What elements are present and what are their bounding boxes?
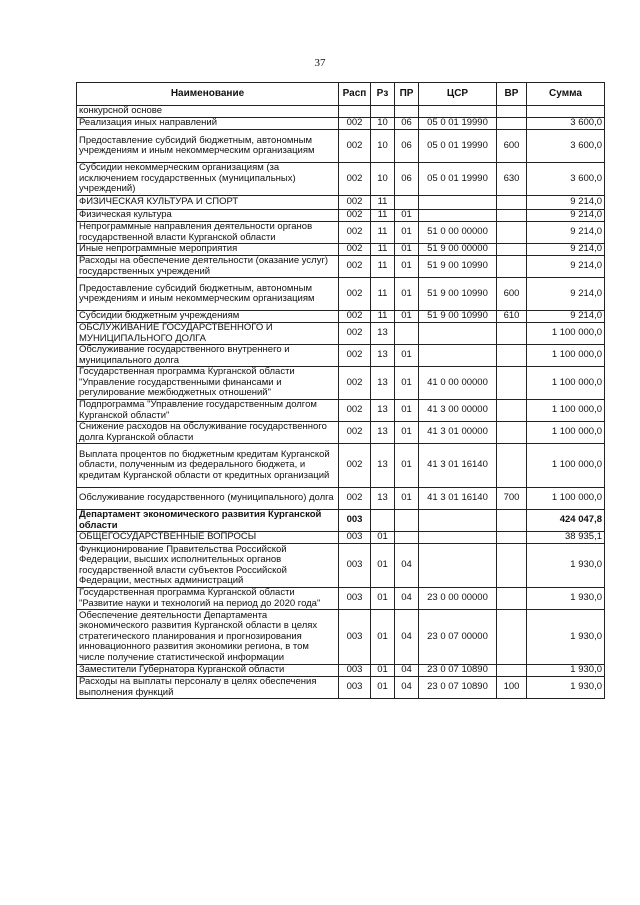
- table-row: [77, 196, 605, 210]
- table-row: [77, 106, 605, 118]
- cell-name: Обеспечение деятельности Департамента экономического развития Курганской области в целях стратегического планирования и прогнозирования инновационного развития экономики региона, в том числе получение статистической информации: [77, 610, 339, 665]
- table-row: [77, 510, 605, 532]
- cell-name: Расходы на обеспечение деятельности (оказание услуг) государственных учреждений: [77, 256, 339, 278]
- table-row: [77, 163, 605, 196]
- cell-vr: [497, 256, 527, 278]
- cell-rasp: 003: [339, 532, 371, 544]
- cell-rz: 10: [371, 130, 395, 163]
- cell-pr: 01: [395, 311, 419, 323]
- cell-csr: [419, 510, 497, 532]
- table-body: [77, 106, 605, 699]
- table-row: [77, 278, 605, 311]
- cell-sum: 3 600,0: [527, 130, 605, 163]
- cell-rz: 13: [371, 345, 395, 367]
- cell-csr: [419, 345, 497, 367]
- cell-rz: 13: [371, 323, 395, 345]
- cell-rasp: 003: [339, 677, 371, 699]
- cell-pr: 04: [395, 544, 419, 588]
- cell-sum: 9 214,0: [527, 244, 605, 256]
- cell-pr: [395, 196, 419, 210]
- cell-rz: 01: [371, 532, 395, 544]
- cell-name: Снижение расходов на обслуживание государственного долга Курганской области: [77, 422, 339, 444]
- cell-vr: [497, 422, 527, 444]
- table-row: [77, 323, 605, 345]
- table-row: [77, 311, 605, 323]
- cell-csr: [419, 323, 497, 345]
- cell-name: Заместители Губернатора Курганской области: [77, 665, 339, 677]
- cell-pr: 01: [395, 444, 419, 488]
- header-rasp: Расп: [339, 83, 371, 106]
- cell-csr: 41 3 00 00000: [419, 400, 497, 422]
- cell-vr: [497, 588, 527, 610]
- cell-rz: 11: [371, 196, 395, 210]
- cell-sum: 9 214,0: [527, 256, 605, 278]
- cell-csr: 51 9 00 10990: [419, 311, 497, 323]
- cell-name: Подпрограмма "Управление государственным долгом Курганской области": [77, 400, 339, 422]
- cell-vr: [497, 210, 527, 222]
- cell-rasp: 002: [339, 323, 371, 345]
- cell-csr: 51 9 00 00000: [419, 244, 497, 256]
- cell-rasp: 002: [339, 311, 371, 323]
- table-row: [77, 532, 605, 544]
- cell-name: Функционирование Правительства Российской Федерации, высших исполнительных органов государственной власти субъектов Российской Федерации, местных администраций: [77, 544, 339, 588]
- cell-name: Предоставление субсидий бюджетным, автономным учреждениям и иным некоммерческим организациям: [77, 130, 339, 163]
- cell-rasp: 002: [339, 244, 371, 256]
- cell-rz: 01: [371, 677, 395, 699]
- header-sum: Сумма: [527, 83, 605, 106]
- cell-sum: 1 100 000,0: [527, 400, 605, 422]
- cell-rz: 11: [371, 244, 395, 256]
- cell-vr: [497, 444, 527, 488]
- header-name: Наименование: [77, 83, 339, 106]
- cell-vr: [497, 367, 527, 400]
- cell-pr: 01: [395, 244, 419, 256]
- cell-csr: 23 0 07 10890: [419, 677, 497, 699]
- cell-rasp: 002: [339, 196, 371, 210]
- table-row: [77, 422, 605, 444]
- cell-rz: 11: [371, 222, 395, 244]
- cell-rasp: 002: [339, 367, 371, 400]
- cell-csr: 41 3 01 00000: [419, 422, 497, 444]
- header-pr: ПР: [395, 83, 419, 106]
- cell-rasp: 003: [339, 510, 371, 532]
- cell-name: Реализация иных направлений: [77, 118, 339, 130]
- cell-rz: 13: [371, 400, 395, 422]
- cell-rz: [371, 106, 395, 118]
- cell-rasp: 002: [339, 278, 371, 311]
- table-row: [77, 367, 605, 400]
- cell-rasp: [339, 106, 371, 118]
- cell-vr: [497, 222, 527, 244]
- table-row: [77, 345, 605, 367]
- cell-rasp: 002: [339, 400, 371, 422]
- cell-name: Департамент экономического развития Курганской области: [77, 510, 339, 532]
- table-row: [77, 544, 605, 588]
- cell-vr: 600: [497, 278, 527, 311]
- cell-rz: 11: [371, 256, 395, 278]
- cell-sum: 1 100 000,0: [527, 444, 605, 488]
- cell-sum: 1 930,0: [527, 588, 605, 610]
- cell-rz: 01: [371, 610, 395, 665]
- cell-name: Иные непрограммные мероприятия: [77, 244, 339, 256]
- cell-rasp: 003: [339, 610, 371, 665]
- cell-vr: 600: [497, 130, 527, 163]
- cell-vr: [497, 532, 527, 544]
- header-csr: ЦСР: [419, 83, 497, 106]
- cell-vr: [497, 665, 527, 677]
- cell-csr: 41 0 00 00000: [419, 367, 497, 400]
- cell-rz: 01: [371, 588, 395, 610]
- cell-name: ФИЗИЧЕСКАЯ КУЛЬТУРА И СПОРТ: [77, 196, 339, 210]
- cell-csr: 23 0 07 00000: [419, 610, 497, 665]
- cell-sum: 1 930,0: [527, 610, 605, 665]
- cell-rasp: 002: [339, 444, 371, 488]
- cell-pr: 06: [395, 118, 419, 130]
- cell-rz: 01: [371, 665, 395, 677]
- cell-name: Государственная программа Курганской области "Развитие науки и технологий на период до 2020 года": [77, 588, 339, 610]
- cell-rz: 01: [371, 544, 395, 588]
- cell-pr: 06: [395, 163, 419, 196]
- cell-csr: 05 0 01 19990: [419, 118, 497, 130]
- cell-vr: [497, 610, 527, 665]
- cell-vr: 700: [497, 488, 527, 510]
- cell-name: Обслуживание государственного внутреннего и муниципального долга: [77, 345, 339, 367]
- cell-sum: 1 100 000,0: [527, 367, 605, 400]
- cell-name: конкурсной основе: [77, 106, 339, 118]
- cell-pr: 06: [395, 130, 419, 163]
- table-row: [77, 677, 605, 699]
- cell-rasp: 002: [339, 488, 371, 510]
- cell-rz: 11: [371, 210, 395, 222]
- cell-csr: 51 9 00 10990: [419, 278, 497, 311]
- cell-vr: [497, 196, 527, 210]
- cell-csr: 41 3 01 16140: [419, 488, 497, 510]
- cell-rz: 11: [371, 278, 395, 311]
- cell-rz: 11: [371, 311, 395, 323]
- cell-csr: [419, 106, 497, 118]
- cell-rasp: 003: [339, 544, 371, 588]
- table-row: [77, 130, 605, 163]
- cell-name: Субсидии бюджетным учреждениям: [77, 311, 339, 323]
- cell-csr: 23 0 00 00000: [419, 588, 497, 610]
- table-row: [77, 488, 605, 510]
- cell-vr: [497, 345, 527, 367]
- cell-sum: 1 100 000,0: [527, 323, 605, 345]
- cell-csr: 23 0 07 10890: [419, 665, 497, 677]
- cell-rz: 13: [371, 444, 395, 488]
- table-row: [77, 665, 605, 677]
- cell-sum: 38 935,1: [527, 532, 605, 544]
- cell-pr: 01: [395, 222, 419, 244]
- cell-pr: 04: [395, 610, 419, 665]
- cell-sum: 1 100 000,0: [527, 422, 605, 444]
- cell-name: Расходы на выплаты персоналу в целях обеспечения выполнения функций: [77, 677, 339, 699]
- cell-pr: 04: [395, 665, 419, 677]
- budget-table: [76, 82, 605, 699]
- cell-pr: 01: [395, 278, 419, 311]
- cell-csr: [419, 210, 497, 222]
- cell-vr: [497, 118, 527, 130]
- cell-name: Государственная программа Курганской области "Управление государственными финансами и регулирование межбюджетных отношений": [77, 367, 339, 400]
- cell-csr: 51 9 00 10990: [419, 256, 497, 278]
- cell-pr: 01: [395, 367, 419, 400]
- cell-name: ОБСЛУЖИВАНИЕ ГОСУДАРСТВЕННОГО И МУНИЦИПАЛЬНОГО ДОЛГА: [77, 323, 339, 345]
- cell-rasp: 002: [339, 130, 371, 163]
- cell-csr: [419, 544, 497, 588]
- cell-rz: 13: [371, 422, 395, 444]
- cell-rasp: 003: [339, 588, 371, 610]
- cell-sum: 3 600,0: [527, 163, 605, 196]
- cell-rz: 10: [371, 163, 395, 196]
- cell-csr: 51 0 00 00000: [419, 222, 497, 244]
- cell-rasp: 002: [339, 210, 371, 222]
- cell-name: ОБЩЕГОСУДАРСТВЕННЫЕ ВОПРОСЫ: [77, 532, 339, 544]
- table-row: [77, 588, 605, 610]
- cell-sum: 424 047,8: [527, 510, 605, 532]
- cell-pr: 01: [395, 210, 419, 222]
- cell-rz: 13: [371, 488, 395, 510]
- cell-sum: 9 214,0: [527, 278, 605, 311]
- cell-csr: 05 0 01 19990: [419, 130, 497, 163]
- cell-name: Непрограммные направления деятельности органов государственной власти Курганской области: [77, 222, 339, 244]
- cell-rz: 13: [371, 367, 395, 400]
- table-row: [77, 610, 605, 665]
- cell-rasp: 002: [339, 422, 371, 444]
- cell-name: Субсидии некоммерческим организациям (за исключением государственных (муниципальных) учреждений): [77, 163, 339, 196]
- cell-sum: 1 100 000,0: [527, 488, 605, 510]
- cell-pr: 01: [395, 488, 419, 510]
- cell-pr: [395, 510, 419, 532]
- cell-sum: 1 100 000,0: [527, 345, 605, 367]
- cell-csr: [419, 196, 497, 210]
- page-number: 37: [314, 57, 326, 69]
- cell-rasp: 002: [339, 256, 371, 278]
- cell-rz: 10: [371, 118, 395, 130]
- cell-sum: 1 930,0: [527, 677, 605, 699]
- cell-sum: 3 600,0: [527, 118, 605, 130]
- table-row: [77, 444, 605, 488]
- table-row: [77, 222, 605, 244]
- cell-vr: [497, 323, 527, 345]
- cell-vr: [497, 544, 527, 588]
- cell-csr: [419, 532, 497, 544]
- table-row: [77, 210, 605, 222]
- cell-name: Выплата процентов по бюджетным кредитам Курганской области, полученным из федерального бюджета, и кредитам Курганской области от кредитных организаций: [77, 444, 339, 488]
- cell-csr: 05 0 01 19990: [419, 163, 497, 196]
- cell-pr: [395, 323, 419, 345]
- cell-rasp: 002: [339, 118, 371, 130]
- cell-vr: 100: [497, 677, 527, 699]
- cell-vr: [497, 106, 527, 118]
- cell-rasp: 003: [339, 665, 371, 677]
- cell-pr: 04: [395, 677, 419, 699]
- cell-rasp: 002: [339, 345, 371, 367]
- cell-sum: 9 214,0: [527, 196, 605, 210]
- cell-pr: [395, 106, 419, 118]
- cell-csr: 41 3 01 16140: [419, 444, 497, 488]
- cell-sum: 9 214,0: [527, 210, 605, 222]
- cell-sum: 1 930,0: [527, 665, 605, 677]
- cell-vr: [497, 510, 527, 532]
- header-vr: ВР: [497, 83, 527, 106]
- cell-pr: 01: [395, 400, 419, 422]
- table-row: [77, 400, 605, 422]
- table-row: [77, 256, 605, 278]
- cell-pr: 01: [395, 422, 419, 444]
- header-row: [77, 83, 605, 106]
- cell-name: Предоставление субсидий бюджетным, автономным учреждениям и иным некоммерческим организациям: [77, 278, 339, 311]
- table-row: [77, 244, 605, 256]
- cell-vr: 630: [497, 163, 527, 196]
- cell-sum: 9 214,0: [527, 311, 605, 323]
- cell-rasp: 002: [339, 163, 371, 196]
- cell-pr: 01: [395, 345, 419, 367]
- cell-vr: 610: [497, 311, 527, 323]
- cell-name: Обслуживание государственного (муниципального) долга: [77, 488, 339, 510]
- cell-pr: 01: [395, 256, 419, 278]
- cell-sum: 1 930,0: [527, 544, 605, 588]
- cell-vr: [497, 244, 527, 256]
- header-rz: Рз: [371, 83, 395, 106]
- cell-rasp: 002: [339, 222, 371, 244]
- cell-sum: [527, 106, 605, 118]
- cell-rz: [371, 510, 395, 532]
- table-row: [77, 118, 605, 130]
- cell-name: Физическая культура: [77, 210, 339, 222]
- cell-pr: [395, 532, 419, 544]
- cell-vr: [497, 400, 527, 422]
- cell-pr: 04: [395, 588, 419, 610]
- cell-sum: 9 214,0: [527, 222, 605, 244]
